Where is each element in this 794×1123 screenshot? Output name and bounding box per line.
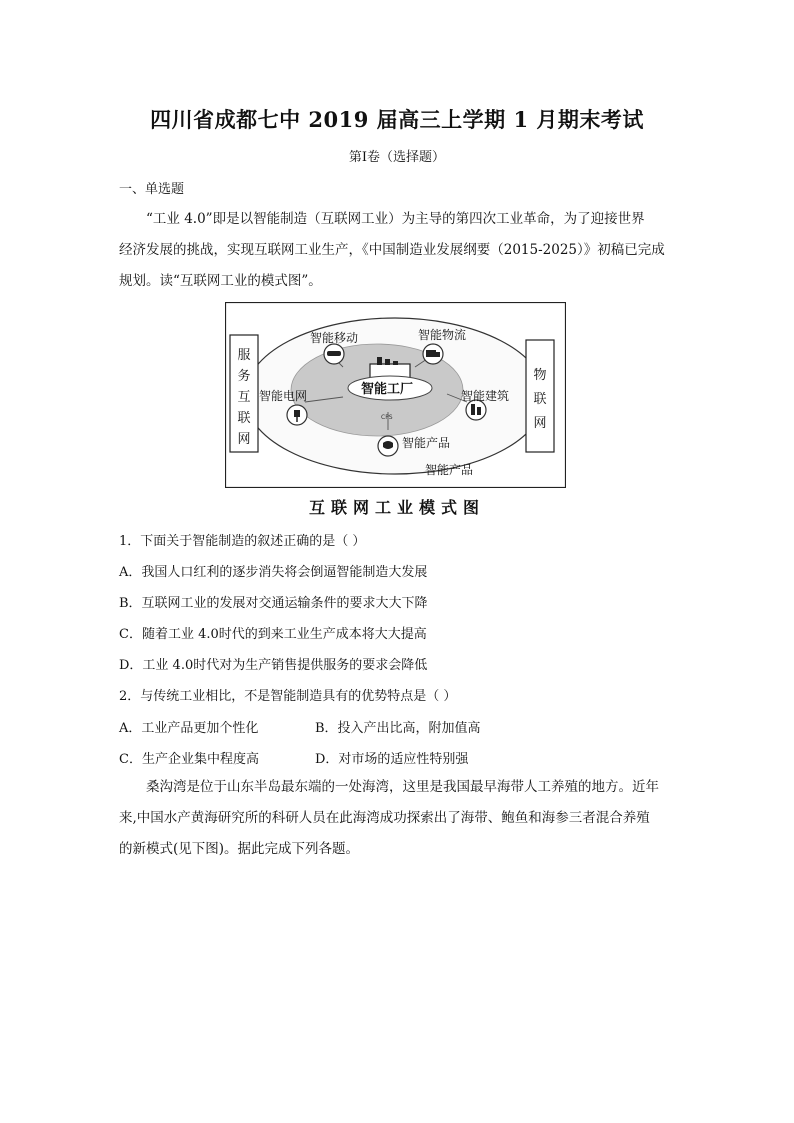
page-title: 四川省成都七中 2019 届高三上学期 1 月期末考试 [150, 107, 644, 132]
intro-line: “工业 4.0”即是以智能制造（互联网工业）为主导的第四次工业革命，为了迎接世界 [146, 211, 645, 227]
plug-icon [287, 405, 307, 425]
label-smart-building: 智能建筑 [461, 389, 510, 403]
left-box-char: 互 [237, 390, 251, 405]
label-smart-grid: 智能电网 [259, 389, 308, 403]
label-smart-product-inner: 智能产品 [402, 436, 451, 450]
right-box-char: 联 [533, 392, 547, 407]
question-2-stem: 2．与传统工业相比，不是智能制造具有的优势特点是（ ） [119, 689, 457, 704]
question-2-option-b: B．投入产出比高，附加值高 [315, 721, 481, 736]
svg-text:CPS: CPS [381, 414, 393, 421]
label-smart-factory: 智能工厂 [361, 382, 414, 397]
question-1-option-d: D．工业 4.0时代对为生产销售提供服务的要求会降低 [119, 658, 428, 673]
question-1-option-c: C．随着工业 4.0时代的到来工业生产成本将大大提高 [119, 627, 427, 642]
right-box-char: 网 [533, 416, 547, 431]
intro-line: 经济发展的挑战，实现互联网工业生产，《中国制造业发展纲要（2015-2025）》初稿已完成 [119, 242, 665, 258]
section-heading: 一、单选题 [119, 182, 185, 197]
left-box-char: 务 [237, 369, 251, 384]
question-2-option-a: A．工业产品更加个性化 [119, 721, 259, 736]
internet-industry-diagram [225, 302, 566, 488]
passage-line: 的新模式(见下图)。据此完成下列各题。 [119, 841, 360, 857]
right-box-char: 物 [533, 368, 547, 383]
left-box-char: 网 [237, 432, 251, 447]
car-icon [324, 344, 344, 364]
label-smart-logistics: 智能物流 [418, 328, 467, 342]
label-smart-product-outer: 智能产品 [425, 463, 474, 477]
passage-line: 来,中国水产黄海研究所的科研人员在此海湾成功探索出了海带、鲍鱼和海参三者混合养殖 [119, 810, 650, 826]
question-1-option-b: B．互联网工业的发展对交通运输条件的要求大大下降 [119, 596, 428, 611]
building-icon [466, 400, 486, 420]
figure-caption: 互联网工业模式图 [308, 498, 485, 517]
passage-line: 桑沟湾是位于山东半岛最东端的一处海湾，这里是我国最早海带人工养殖的地方。近年 [146, 779, 659, 795]
question-1-stem: 1．下面关于智能制造的叙述正确的是（ ） [119, 534, 366, 549]
volume-subtitle: 第Ⅰ卷（选择题） [348, 150, 446, 165]
left-box-char: 服 [237, 348, 251, 363]
passage-2 [119, 772, 679, 865]
left-box-char: 联 [237, 411, 251, 426]
intro-line: 规划。读“互联网工业的模式图”。 [119, 273, 322, 289]
truck-icon [423, 344, 443, 364]
label-smart-mobile: 智能移动 [310, 331, 359, 345]
question-2-option-d: D．对市场的适应性特别强 [315, 752, 469, 767]
intro-paragraph [119, 204, 679, 297]
question-1-option-a: A．我国人口红利的逐步消失将会倒逼智能制造大发展 [119, 565, 428, 580]
phone-icon [378, 436, 398, 456]
question-2-option-c: C．生产企业集中程度高 [119, 752, 259, 767]
